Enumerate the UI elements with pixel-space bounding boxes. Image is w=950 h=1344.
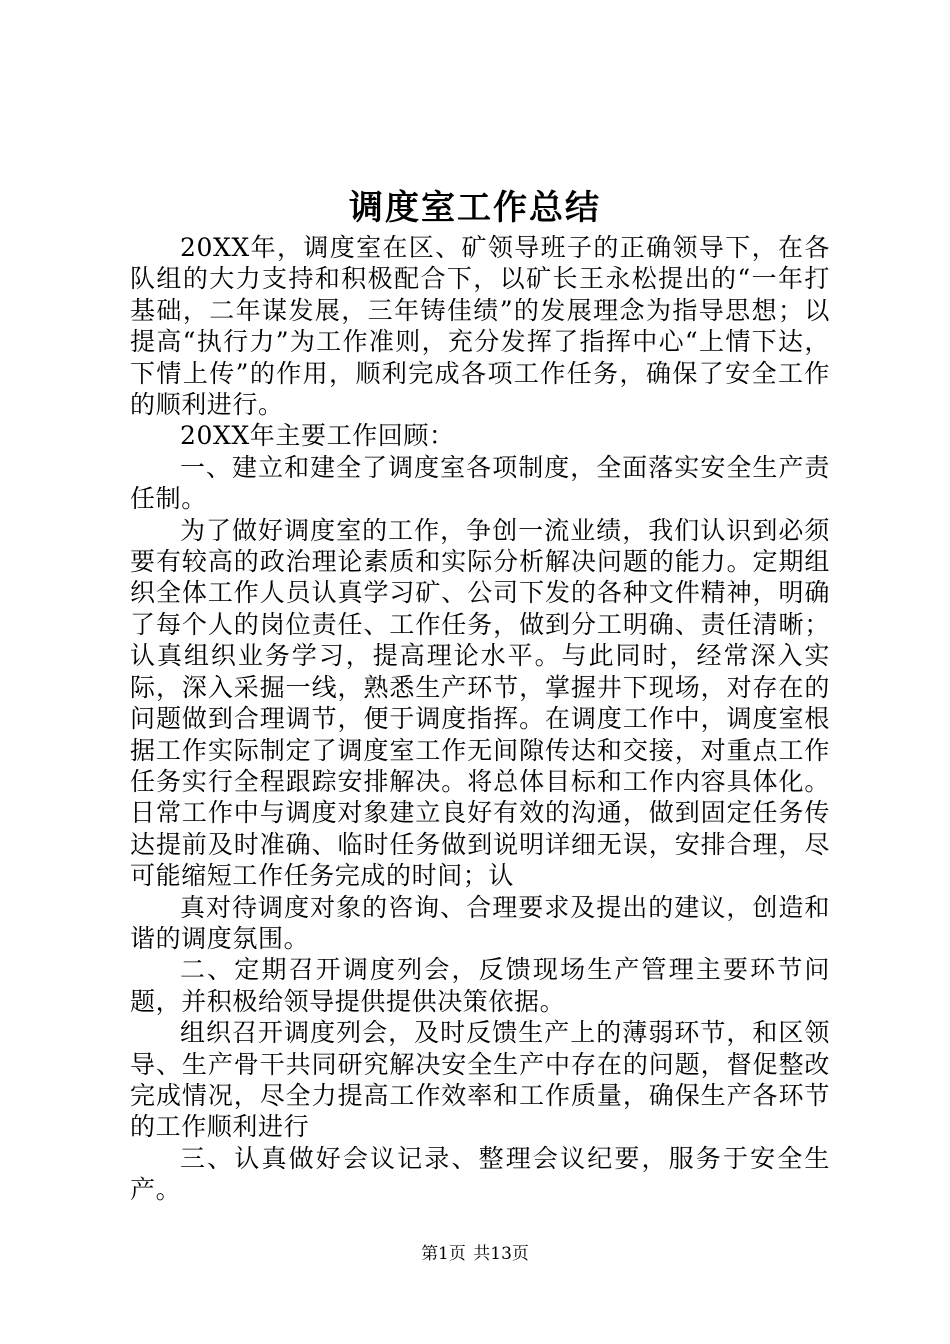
paragraph-review-heading: 20XX年主要工作回顾： (180, 421, 455, 451)
page-number-footer: 第1页 共13页 (421, 1244, 529, 1264)
document-body (130, 232, 830, 1206)
paragraph-section-three-heading: 三、认真做好会议记录、整理会议纪要，服务于安全生产。 (130, 1143, 830, 1205)
paragraph-section-two-body: 组织召开调度列会，及时反馈生产上的薄弱环节，和区领导、生产骨干共同研究解决安全生产中存在的问题，督促整改完成情况，尽全力提高工作效率和工作质量，确保生产各环节的工作顺利进行 (130, 1018, 830, 1142)
paragraph-section-two-heading: 二、定期召开调度列会，反馈现场生产管理主要环节问题，并积极给领导提供提供决策依据。 (130, 955, 830, 1016)
paragraph-section-one-body: 为了做好调度室的工作，争创一流业绩，我们认识到必须要有较高的政治理论素质和实际分析解决问题的能力。定期组织全体工作人员认真学习矿、公司下发的各种文件精神，明确了每个人的岗位责任、工作任务，做到分工明确、责任清晰；认真组织业务学习，提高理论水平。与此同时，经常深入实际，深入采掘一线，熟悉生产环节，掌握井下现场，对存在的问题做到合理调节，便于调度指挥。在调度工作中，调度室根据工作实际制定了调度室工作无间隙传达和交接，对重点工作任务实行全程跟踪安排解决。将总体目标和工作内容具体化。日常工作中与调度对象建立良好有效的沟通，做到固定任务传达提前及时准确、临时任务做到说明详细无误，安排合理，尽可能缩短工作任务完成的时间；认 (130, 515, 830, 891)
paragraph-intro: 20XX年，调度室在区、矿领导班子的正确领导下，在各队组的大力支持和积极配合下，以矿长王永松提出的“一年打基础，二年谋发展，三年铸佳绩”的发展理念为指导思想；以提高“执行力”为工作准则，充分发挥了指挥中心“上情下达，下情上传”的作用，顺利完成各项工作任务，确保了安全工作的顺利进行。 (130, 233, 830, 420)
paragraph-section-one-heading: 一、建立和建全了调度室各项制度，全面落实安全生产责任制。 (130, 452, 830, 514)
document-title: 调度室工作总结 (349, 188, 601, 228)
paragraph-section-one-continued: 真对待调度对象的咨询、合理要求及提出的建议，创造和谐的调度氛围。 (130, 892, 830, 953)
